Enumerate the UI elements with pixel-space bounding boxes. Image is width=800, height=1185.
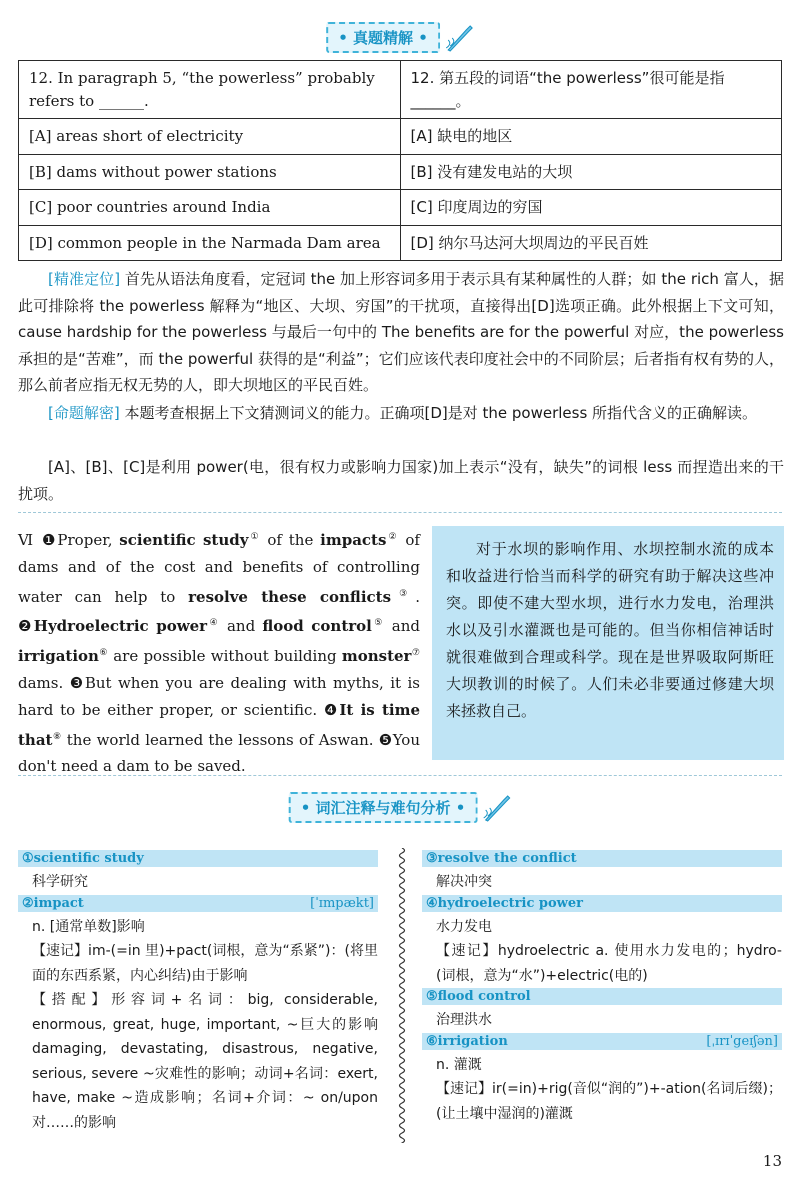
option-cn: [D] 纳尔马达河大坝周边的平民百姓 bbox=[400, 225, 782, 261]
vocab-note: 科学研究 bbox=[32, 874, 88, 890]
vocabulary-left-column bbox=[18, 850, 378, 1135]
headword-text: ③resolve the conflict bbox=[426, 851, 577, 866]
key-term: resolve these conflicts bbox=[188, 587, 392, 606]
passage-text: You don't need a dam to be saved. bbox=[18, 730, 420, 776]
analysis-precise-location bbox=[18, 266, 784, 399]
divider bbox=[18, 512, 782, 513]
table-row bbox=[19, 190, 782, 226]
banner-title: • 真题精解 • bbox=[326, 22, 440, 53]
passage-text: of dams and of the cost and benefits of controlling water can help to bbox=[18, 531, 420, 606]
question-en: 12. In paragraph 5, “the powerless” probably refers to ______. bbox=[19, 61, 401, 119]
sentence-number: ❷ bbox=[18, 617, 34, 636]
vocab-note: 解决冲突 bbox=[436, 874, 492, 890]
table-row bbox=[19, 225, 782, 261]
option-cn: [A] 缺电的地区 bbox=[400, 119, 782, 155]
tag-label: [精准定位] bbox=[48, 270, 121, 288]
banner-title: • 词汇注释与难句分析 • bbox=[289, 792, 478, 823]
passage-text: and bbox=[384, 617, 420, 636]
vocab-note: 【搭配】形容词+名词：big, considerable, enormous, great, huge, important, ~巨大的影响 damaging, devastating, disastrous, negative, serious, severe ~灾难性的影响；动词+名词：exert, have, make ~造成影响；名词+介词：~ on/upon 对……的影响 bbox=[32, 992, 378, 1131]
phonetic: [ˈɪmpækt] bbox=[310, 895, 374, 911]
paragraph-roman-numeral: Ⅵ bbox=[18, 531, 42, 549]
passage-text: But when you are dealing with myths, it is hard to be either proper, or scientific. bbox=[18, 673, 421, 719]
vocab-headword bbox=[422, 895, 782, 912]
sentence-number: ❺ bbox=[378, 730, 393, 749]
headword-text: ④hydroelectric power bbox=[426, 895, 583, 911]
table-row bbox=[19, 61, 782, 119]
passage-text: . bbox=[415, 587, 420, 606]
option-cn: [C] 印度周边的穷国 bbox=[400, 190, 782, 226]
passage-text: Proper, bbox=[57, 531, 120, 549]
section-banner-exam-analysis bbox=[326, 22, 474, 53]
page-number: 13 bbox=[762, 1152, 782, 1170]
phonetic: [ˌɪrɪˈgeɪʃən] bbox=[706, 1033, 778, 1049]
headword-text: ⑥irrigation bbox=[426, 1033, 508, 1049]
key-term: flood control bbox=[262, 617, 372, 636]
wavy-divider bbox=[395, 848, 409, 1143]
passage-english bbox=[18, 524, 420, 780]
key-term: It is time that bbox=[18, 700, 420, 749]
headword-text: ①scientific study bbox=[22, 851, 144, 866]
option-en: [C] poor countries around India bbox=[19, 190, 401, 226]
analysis-text: [A]、[B]、[C]是利用 power(电，很有权力或影响力国家)加上表示“没有，缺失”的词根 less 而捏造出来的干扰项。 bbox=[18, 458, 784, 503]
vocab-note: 治理洪水 bbox=[436, 1012, 492, 1028]
analysis-distractors bbox=[18, 454, 784, 507]
key-term: scientific study bbox=[119, 531, 249, 549]
sentence-number: ❸ bbox=[69, 673, 85, 692]
footnote-marker: ⑧ bbox=[52, 731, 62, 742]
footnote-marker: ④ bbox=[207, 618, 220, 629]
pen-icon bbox=[481, 794, 511, 822]
option-en: [A] areas short of electricity bbox=[19, 119, 401, 155]
passage-text: and bbox=[219, 617, 263, 636]
vocab-note: 【速记】im-(=in 里)+pact(词根，意为“系紧”)：(将里面的东西系紧，内心纠结)由于影响 bbox=[32, 943, 378, 984]
headword-text: ⑤flood control bbox=[426, 989, 531, 1004]
passage-chinese: 对于水坝的影响作用、水坝控制水流的成本和收益进行恰当而科学的研究有助于解决这些冲突。即使不建大型水坝，进行水力发电，治理洪水以及引水灌溉也是可能的。但当你相信神话时就很难做到合理或科学。现在是世界吸取阿斯旺大坝教训的时候了。人们未必非要通过修建大坝来拯救自己。 bbox=[432, 526, 784, 760]
passage-text: are possible without building bbox=[107, 647, 342, 666]
sentence-number: ❹ bbox=[323, 700, 340, 719]
question-table bbox=[18, 60, 782, 261]
table-row bbox=[19, 154, 782, 190]
sentence-number: ❶ bbox=[41, 531, 58, 549]
footnote-marker: ⑦ bbox=[411, 648, 420, 659]
question-cn: 12. 第五段的词语“the powerless”很可能是指______。 bbox=[400, 61, 782, 119]
key-term: impacts bbox=[320, 531, 387, 549]
passage-text: of the bbox=[260, 531, 321, 549]
vocab-headword bbox=[18, 850, 378, 867]
footnote-marker: ⑤ bbox=[371, 618, 385, 629]
divider bbox=[18, 775, 782, 776]
pen-icon bbox=[444, 24, 474, 52]
vocab-headword bbox=[422, 850, 782, 867]
analysis-text: 本题考查根据上下文猜测词义的能力。正确项[D]是对 the powerless 所指代含义的正确解读。 bbox=[119, 404, 758, 422]
option-en: [B] dams without power stations bbox=[19, 154, 401, 190]
vocab-note: n. [通常单数]影响 bbox=[32, 918, 145, 935]
vocab-note: 【速记】hydroelectric a. 使用水力发电的；hydro-(词根，意为“水”)+electric(电的) bbox=[436, 943, 782, 984]
passage-text: the world learned the lessons of Aswan. bbox=[61, 730, 379, 749]
vocab-note: 【速记】ir(=in)+rig(音似“润的”)+-ation(名词后缀)；(让土壤中湿润的)灌溉 bbox=[436, 1081, 782, 1122]
option-en: [D] common people in the Narmada Dam area bbox=[19, 225, 401, 261]
table-row bbox=[19, 119, 782, 155]
option-cn: [B] 没有建发电站的大坝 bbox=[400, 154, 782, 190]
footnote-marker: ③ bbox=[391, 588, 416, 599]
analysis-text: 首先从语法角度看，定冠词 the 加上形容词多用于表示具有某种属性的人群；如 the rich 富人，据此可排除将 the powerless 解释为“地区、大坝、穷国”的干扰项，直接得出[D]选项正确。此外根据上下文可知，cause hardship for the powerless 与最后一句中的 The benefits are for the powerful 对应，the powerless 承担的是“苦难”，而 the powerful 获得的是“利益”；它们应该代表印度社会中的不同阶层；后者指有权有势的人，那么前者应指无权无势的人，即大坝地区的平民百姓。 bbox=[18, 270, 784, 394]
analysis-decode bbox=[18, 400, 784, 427]
vocab-note: n. 灌溉 bbox=[436, 1056, 482, 1073]
vocab-headword bbox=[422, 1033, 782, 1050]
footnote-marker: ① bbox=[248, 532, 261, 542]
headword-text: ②impact bbox=[22, 895, 84, 911]
key-term: monster bbox=[341, 647, 412, 666]
footnote-marker: ⑥ bbox=[98, 648, 108, 659]
vocab-note: 水力发电 bbox=[436, 918, 492, 935]
vocab-headword bbox=[422, 988, 782, 1005]
footnote-marker: ② bbox=[386, 532, 399, 542]
key-term: irrigation bbox=[18, 647, 99, 666]
vocabulary-right-column bbox=[422, 850, 782, 1126]
section-banner-vocabulary bbox=[289, 792, 512, 823]
tag-label: [命题解密] bbox=[48, 404, 120, 422]
passage-text: dams. bbox=[18, 673, 70, 692]
vocab-headword bbox=[18, 895, 378, 912]
key-term: Hydroelectric power bbox=[33, 617, 208, 636]
